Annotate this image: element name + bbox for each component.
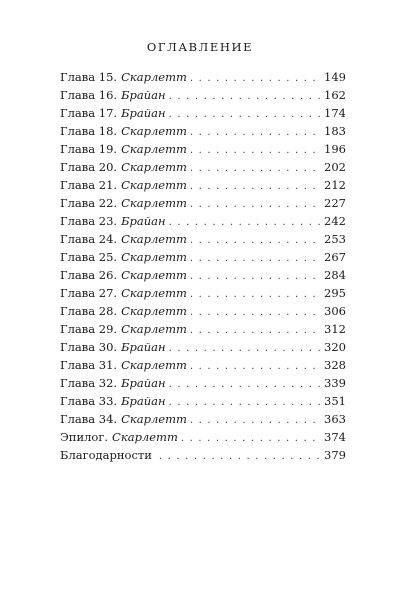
toc-page-number: 312 [324,322,346,336]
toc-entry[interactable] [60,284,346,302]
toc-entry-name: Скарлетт [121,124,187,138]
toc-entry[interactable] [60,320,346,338]
toc-entry-prefix: Глава 28. [60,304,118,318]
toc-page-number: 328 [324,358,346,372]
toc-entry-name: Скарлетт [121,70,187,84]
toc-entry-name: Брайан [121,376,166,390]
toc-page-number: 351 [324,394,346,408]
toc-entry-name: Брайан [121,88,166,102]
toc-leader-dots [190,286,322,304]
toc-entry[interactable] [60,104,346,122]
toc-leader-dots [190,178,322,196]
toc-entry[interactable] [60,122,346,140]
toc-page-number: 202 [324,160,346,174]
toc-page-number: 339 [324,376,346,390]
toc-entry-prefix: Глава 23. [60,214,118,228]
toc-entry[interactable] [60,266,346,284]
toc-leader-dots [190,268,322,286]
toc-leader-dots [190,124,322,142]
toc-entry[interactable] [60,338,346,356]
toc-page-number: 363 [324,412,346,426]
toc-leader-dots [181,430,322,448]
toc-page-number: 242 [324,214,346,228]
toc-page-number: 306 [324,304,346,318]
toc-leader-dots [169,106,322,124]
toc-page-number: 227 [324,196,346,210]
toc-page-number: 295 [324,286,346,300]
toc-entry-prefix: Глава 33. [60,394,118,408]
toc-entry-prefix: Глава 18. [60,124,118,138]
toc-entry[interactable] [60,140,346,158]
toc-page-number: 267 [324,250,346,264]
toc-entry[interactable] [60,86,346,104]
toc-leader-dots [190,142,322,160]
toc-page-number: 183 [324,124,346,138]
toc-leader-dots [169,88,322,106]
toc-entry-name: Скарлетт [121,412,187,426]
toc-leader-dots [190,70,322,88]
toc-page-number: 162 [324,88,346,102]
toc-entry-name: Скарлетт [121,178,187,192]
toc-entry[interactable] [60,302,346,320]
toc-entry-name: Скарлетт [121,304,187,318]
toc-entry[interactable] [60,230,346,248]
toc-entry-name: Скарлетт [121,268,187,282]
toc-leader-dots [190,412,322,430]
toc-entry-prefix: Глава 16. [60,88,118,102]
toc-entry[interactable] [60,428,346,446]
toc-page-number: 149 [324,70,346,84]
toc-entry-prefix: Глава 21. [60,178,118,192]
table-of-contents [60,68,346,464]
toc-entry-name: Скарлетт [121,232,187,246]
toc-entry-name: Брайан [121,394,166,408]
toc-entry-prefix: Благодарности [60,448,152,462]
toc-entry-name: Скарлетт [121,322,187,336]
toc-leader-dots [190,196,322,214]
toc-entry[interactable] [60,158,346,176]
toc-entry-name: Скарлетт [121,250,187,264]
toc-leader-dots [169,340,322,358]
toc-leader-dots [190,358,322,376]
toc-leader-dots [190,322,322,340]
toc-leader-dots [190,160,322,178]
toc-page-number: 174 [324,106,346,120]
toc-leader-dots [159,448,322,466]
toc-entry-prefix: Глава 15. [60,70,118,84]
toc-entry[interactable] [60,248,346,266]
toc-leader-dots [169,376,322,394]
toc-leader-dots [169,394,322,412]
toc-entry-name: Скарлетт [121,196,187,210]
toc-page-number: 379 [324,448,346,462]
toc-entry-prefix: Глава 32. [60,376,118,390]
toc-entry[interactable] [60,194,346,212]
toc-entry-name: Скарлетт [121,142,187,156]
toc-leader-dots [190,250,322,268]
toc-page-number: 374 [324,430,346,444]
toc-entry-prefix: Глава 24. [60,232,118,246]
toc-entry[interactable] [60,392,346,410]
toc-entry-prefix: Глава 31. [60,358,118,372]
toc-entry-prefix: Глава 19. [60,142,118,156]
toc-entry-prefix: Глава 30. [60,340,118,354]
toc-entry-prefix: Глава 34. [60,412,118,426]
toc-entry[interactable] [60,176,346,194]
toc-page-number: 320 [324,340,346,354]
toc-entry-name: Скарлетт [112,430,178,444]
toc-entry[interactable] [60,356,346,374]
page-title: ОГЛАВЛЕНИЕ [146,40,254,54]
toc-entry-prefix: Глава 20. [60,160,118,174]
toc-entry-name: Скарлетт [121,286,187,300]
toc-entry-name: Скарлетт [121,160,187,174]
toc-page-number: 284 [324,268,346,282]
toc-entry[interactable] [60,212,346,230]
toc-entry-name: Брайан [121,340,166,354]
toc-entry-prefix: Глава 25. [60,250,118,264]
toc-entry-prefix: Глава 26. [60,268,118,282]
toc-leader-dots [169,214,322,232]
toc-entry[interactable] [60,374,346,392]
toc-entry-name: Скарлетт [121,358,187,372]
toc-page-number: 196 [324,142,346,156]
toc-leader-dots [190,304,322,322]
toc-page-number: 212 [324,178,346,192]
toc-entry-prefix: Глава 29. [60,322,118,336]
toc-entry[interactable] [60,446,346,464]
toc-entry-prefix: Глава 27. [60,286,118,300]
toc-entry[interactable] [60,68,346,86]
toc-entry-prefix: Глава 17. [60,106,118,120]
toc-entry[interactable] [60,410,346,428]
toc-entry-name: Брайан [121,106,166,120]
toc-entry-prefix: Эпилог. [60,430,109,444]
toc-page-number: 253 [324,232,346,246]
toc-entry-name: Брайан [121,214,166,228]
toc-entry-prefix: Глава 22. [60,196,118,210]
toc-leader-dots [190,232,322,250]
